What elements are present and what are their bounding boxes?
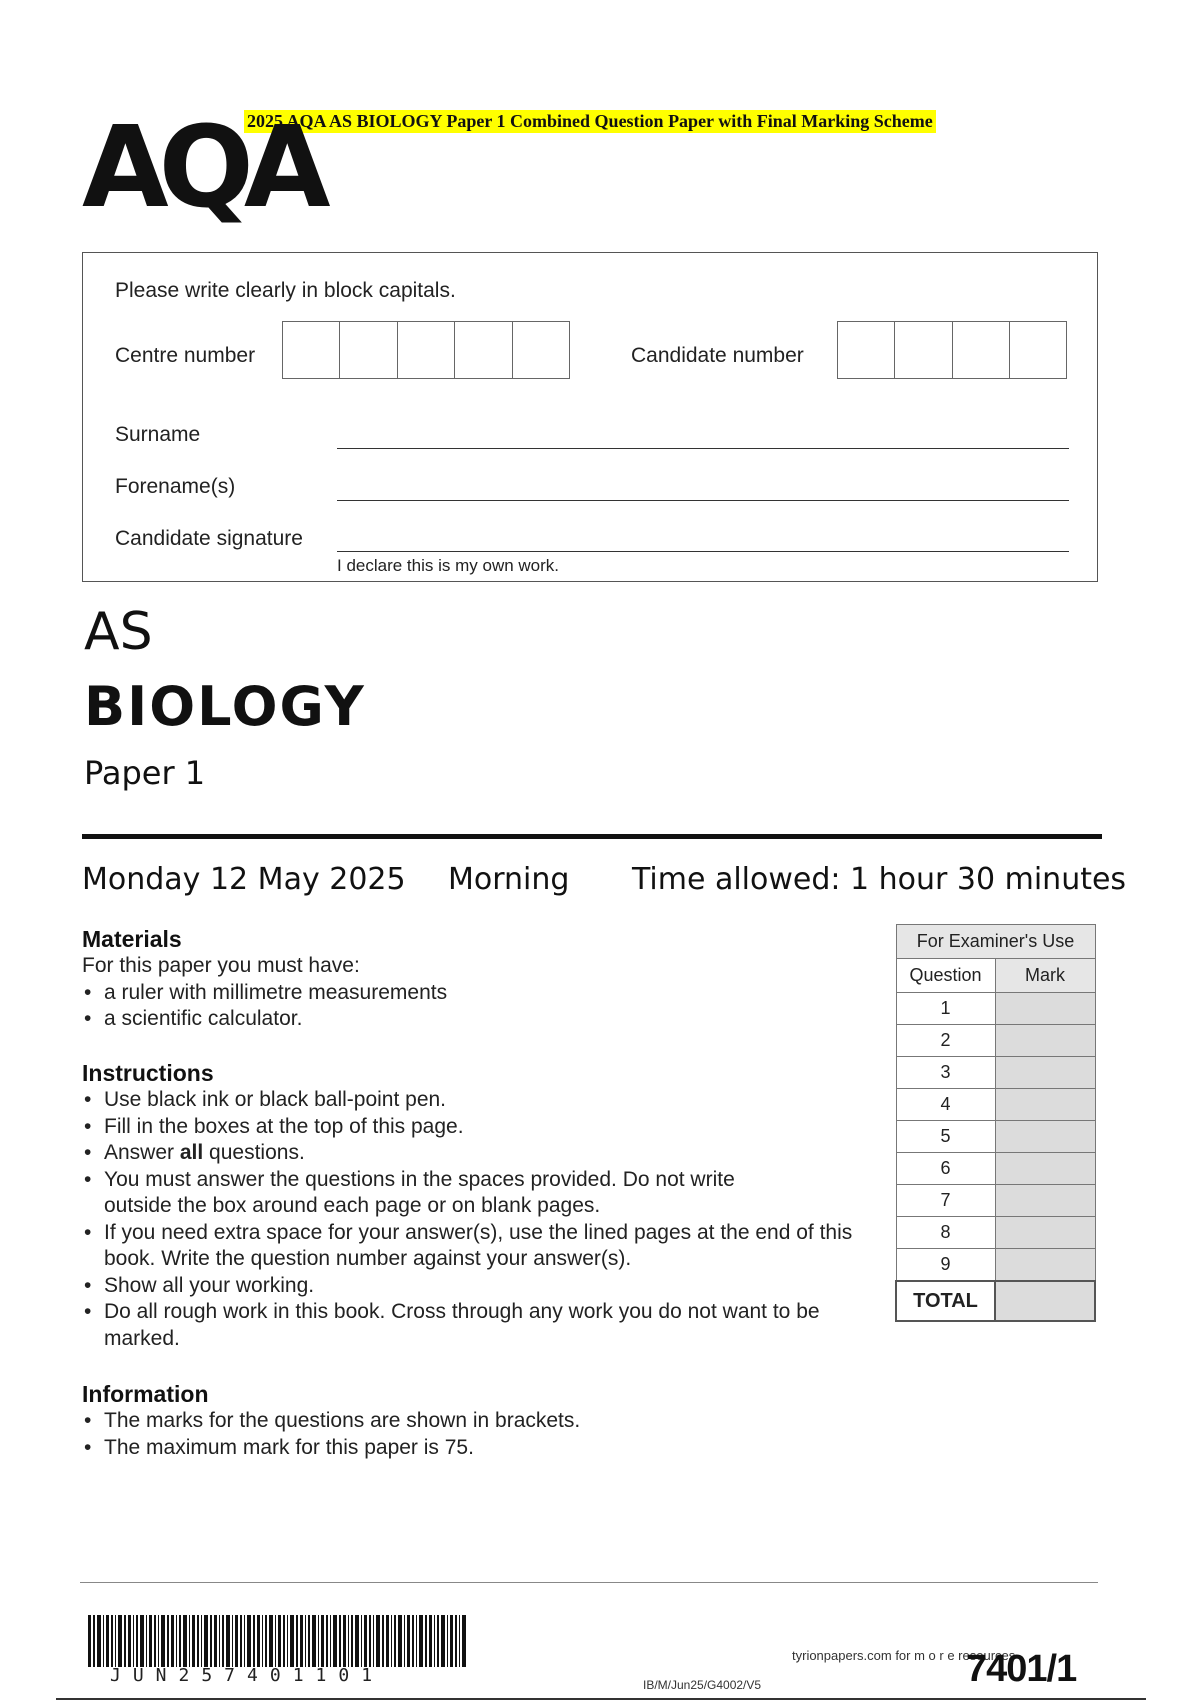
document-title-banner: 2025 AQA AS BIOLOGY Paper 1 Combined Question Paper with Final Marking Scheme: [244, 110, 936, 133]
question-number: 5: [896, 1121, 995, 1153]
list-item: • a scientific calculator.: [82, 1006, 862, 1033]
declaration-text: I declare this is my own work.: [337, 556, 560, 575]
question-column-header: Question: [896, 959, 995, 993]
table-row: [896, 1089, 1095, 1121]
examiners-use-title: For Examiner's Use: [896, 925, 1095, 959]
mark-cell[interactable]: [995, 1153, 1095, 1185]
table-row: [896, 1185, 1095, 1217]
information-heading: Information: [82, 1381, 209, 1407]
table-row: [896, 1057, 1095, 1089]
centre-number-digit[interactable]: [340, 322, 397, 378]
surname-field[interactable]: [337, 448, 1069, 449]
centre-number-digit[interactable]: [398, 322, 455, 378]
candidate-number-label: Candidate number: [631, 344, 804, 367]
materials-heading: Materials: [82, 926, 182, 952]
mark-cell[interactable]: [995, 993, 1095, 1025]
mark-cell[interactable]: [995, 1057, 1095, 1089]
signature-label: Candidate signature: [115, 527, 303, 550]
exam-date: Monday 12 May 2025: [82, 862, 406, 897]
mark-cell[interactable]: [995, 1217, 1095, 1249]
list-item: • The maximum mark for this paper is 75.: [82, 1435, 862, 1462]
aqa-logo: AQA: [82, 103, 321, 233]
list-item: • Do all rough work in this book. Cross through any work you do not want to be marked.: [82, 1299, 834, 1352]
exam-session: Morning: [448, 862, 570, 897]
table-header-row: [896, 959, 1095, 993]
total-mark-cell[interactable]: [995, 1281, 1095, 1321]
subject-title: BIOLOGY: [84, 675, 366, 738]
list-item: • The marks for the questions are shown in brackets.: [82, 1408, 862, 1435]
question-number: 1: [896, 993, 995, 1025]
table-row: [896, 1121, 1095, 1153]
examiners-use-table: [895, 924, 1096, 1322]
question-number: 2: [896, 1025, 995, 1057]
block-capitals-instruction: Please write clearly in block capitals.: [115, 279, 456, 302]
centre-number-digit[interactable]: [283, 322, 340, 378]
information-section: [82, 1381, 862, 1461]
materials-list: [82, 980, 862, 1033]
surname-label: Surname: [115, 423, 201, 446]
table-header-row: [896, 925, 1095, 959]
mark-cell[interactable]: [995, 1185, 1095, 1217]
instructions-heading: Instructions: [82, 1060, 214, 1086]
mark-cell[interactable]: [995, 1249, 1095, 1282]
question-number: 4: [896, 1089, 995, 1121]
watermark-text: tyrionpapers.com for m o r e resources: [792, 1648, 1016, 1663]
mark-cell[interactable]: [995, 1025, 1095, 1057]
table-row: [896, 1249, 1095, 1282]
question-number: 9: [896, 1249, 995, 1282]
information-list: [82, 1408, 862, 1461]
time-allowed: Time allowed: 1 hour 30 minutes: [632, 862, 1127, 897]
centre-number-digit[interactable]: [513, 322, 569, 378]
list-item: • Fill in the boxes at the top of this page.: [82, 1114, 862, 1141]
table-row: [896, 1217, 1095, 1249]
instructions-section: [82, 1060, 862, 1352]
list-item: • If you need extra space for your answer(s), use the lined pages at the end of this book. Write the question number against your answer(s).: [82, 1220, 874, 1273]
question-number: 8: [896, 1217, 995, 1249]
materials-section: [82, 926, 862, 1033]
candidate-number-digit[interactable]: [1010, 322, 1066, 378]
question-number: 3: [896, 1057, 995, 1089]
centre-number-label: Centre number: [115, 344, 256, 367]
list-item: • Show all your working.: [82, 1273, 862, 1300]
list-item: • Answer all questions.: [82, 1140, 862, 1167]
mark-cell[interactable]: [995, 1089, 1095, 1121]
footer-divider: [80, 1582, 1098, 1583]
mark-cell[interactable]: [995, 1121, 1095, 1153]
candidate-number-digit[interactable]: [953, 322, 1010, 378]
candidate-number-boxes[interactable]: [837, 321, 1067, 379]
centre-number-digit[interactable]: [455, 322, 512, 378]
table-row: [896, 1153, 1095, 1185]
forenames-label: Forename(s): [115, 475, 236, 498]
paper-code: 7401/1: [966, 1648, 1077, 1690]
mark-column-header: Mark: [995, 959, 1095, 993]
candidate-number-digit[interactable]: [895, 322, 952, 378]
table-row: [896, 1025, 1095, 1057]
instructions-list: [82, 1087, 862, 1352]
candidate-details-box: [82, 252, 1098, 582]
signature-field[interactable]: [337, 551, 1069, 552]
candidate-number-digit[interactable]: [838, 322, 895, 378]
total-label: TOTAL: [896, 1281, 995, 1321]
question-number: 6: [896, 1153, 995, 1185]
table-row: [896, 993, 1095, 1025]
paper-reference: IB/M/Jun25/G4002/V5: [643, 1678, 762, 1692]
barcode-image: [88, 1615, 470, 1667]
barcode-number: JUN257401101: [110, 1665, 385, 1686]
materials-intro: For this paper you must have:: [82, 954, 360, 977]
forenames-field[interactable]: [337, 500, 1069, 501]
question-number: 7: [896, 1185, 995, 1217]
total-row: [896, 1281, 1095, 1321]
list-item: • a ruler with millimetre measurements: [82, 980, 862, 1007]
list-item: • You must answer the questions in the spaces provided. Do not write outside the box around each page or on blank pages.: [82, 1167, 784, 1220]
centre-number-boxes[interactable]: [282, 321, 570, 379]
title-divider: [82, 834, 1102, 839]
paper-title: Paper 1: [84, 754, 206, 792]
qualification-level: AS: [84, 602, 153, 662]
list-item: • Use black ink or black ball-point pen.: [82, 1087, 862, 1114]
